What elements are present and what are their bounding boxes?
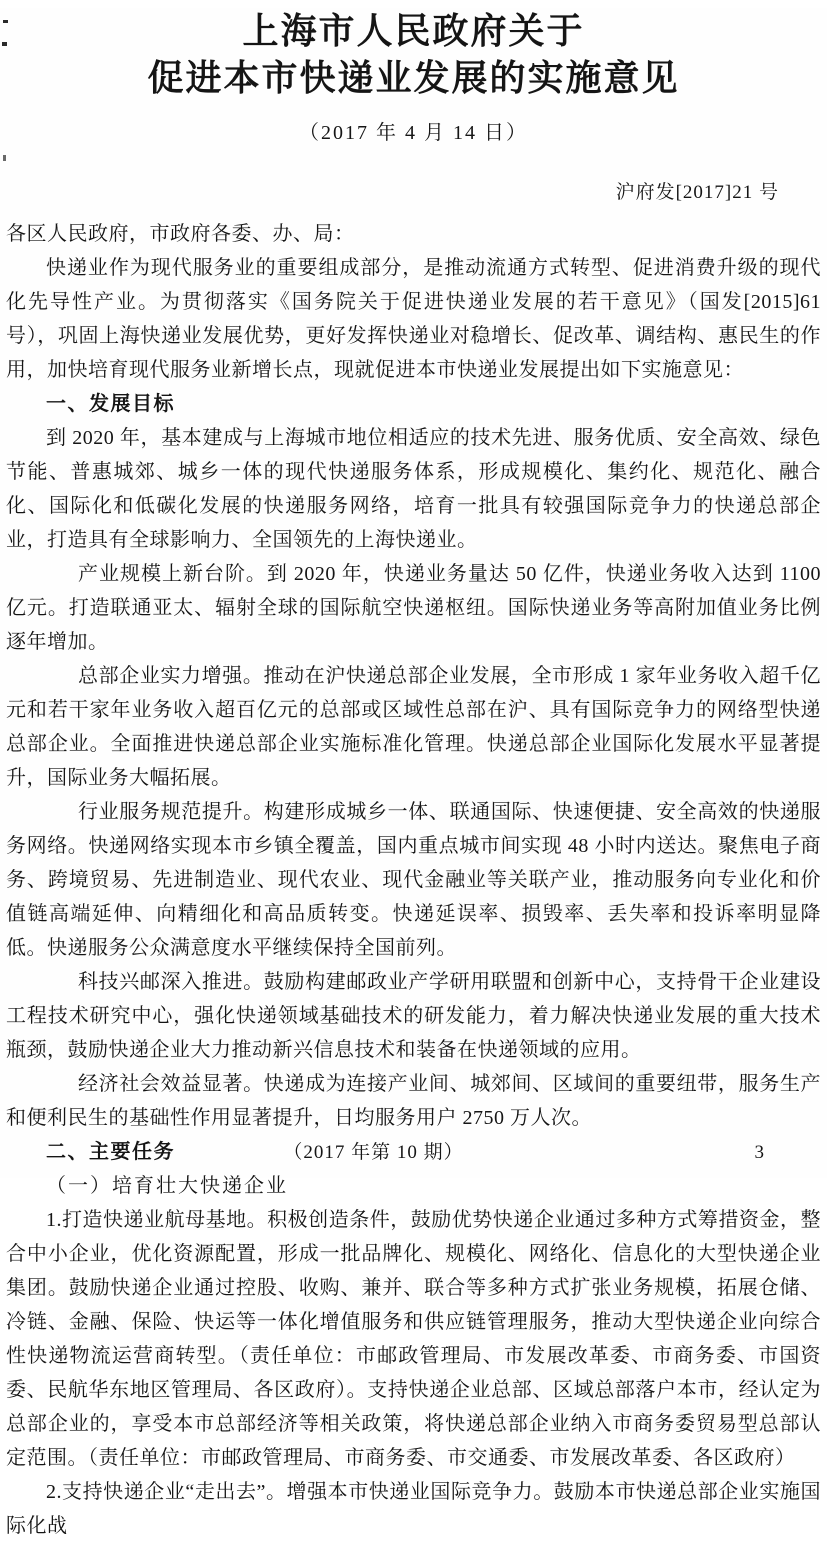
document-body — [0, 217, 827, 1543]
subheading-cultivate-enterprises: （一）培育壮大快递企业 — [46, 1175, 288, 1197]
page-footer — [0, 1137, 827, 1164]
salutation: 各区人民政府，市政府各委、办、局： — [6, 223, 355, 245]
scan-artifact — [3, 155, 6, 161]
paragraph-goal-overview: 到 2020 年，基本建成与上海城市地位相适应的技术先进、服务优质、安全高效、绿色节能、普惠城郊、城乡一体的现代快递服务体系，形成规模化、集约化、规范化、融合化、国际化和低碳化发展的快递服务网络，培育一批具有较强国际竞争力的快递总部企业，打造具有全球影响力、全国领先的上海快递业。 — [6, 427, 821, 551]
page-number: 3 — [754, 1142, 765, 1163]
document-date: （2017 年 4 月 14 日） — [299, 122, 528, 144]
document-page — [0, 8, 827, 1537]
heading-main-tasks: 二、主要任务 — [46, 1141, 175, 1163]
paragraph-industry-scale: 产业规模上新台阶。到 2020 年，快递业务量达 50 亿件，快递业务收入达到 1100 亿元。打造联通亚太、辐射全球的国际航空快递枢纽。国际快递业务等高附加值业务比例逐年增加。 — [6, 563, 821, 653]
paragraph-intro: 快递业作为现代服务业的重要组成部分，是推动流通方式转型、促进消费升级的现代化先导性产业。为贯彻落实《国务院关于促进快递业发展的若干意见》（国发[2015]61 号），巩固上海快递业发展优势，更好发挥快递业对稳增长、促改革、调结构、惠民生的作用，加快培育现代服务业新增长点，现就促进本市快递业发展提出如下实施意见： — [6, 257, 821, 381]
document-title — [0, 8, 827, 102]
title-line-1: 上海市人民政府关于 — [242, 11, 585, 51]
heading-development-goals: 一、发展目标 — [46, 393, 175, 415]
document-header — [0, 8, 827, 204]
paragraph-service-quality: 行业服务规范提升。构建形成城乡一体、联通国际、快速便捷、安全高效的快递服务网络。快递网络实现本市乡镇全覆盖，国内重点城市间实现 48 小时内送达。聚焦电子商务、跨境贸易、先进制造业、现代农业、现代金融业等关联产业，推动服务向专业化和价值链高端延伸、向精细化和高品质转变。快递延误率、损毁率、丢失率和投诉率明显降低。快递服务公众满意度水平继续保持全国前列。 — [6, 801, 821, 959]
title-line-2: 促进本市快递业发展的实施意见 — [147, 58, 680, 98]
journal-issue: （2017 年第 10 期） — [283, 1142, 464, 1163]
paragraph-technology: 科技兴邮深入推进。鼓励构建邮政业产学研用联盟和创新中心，支持骨干企业建设工程技术研究中心，强化快递领域基础技术的研发能力，着力解决快递业发展的重大技术瓶颈，鼓励快递企业大力推动新兴信息技术和装备在快递领域的应用。 — [6, 971, 821, 1061]
paragraph-task-2: 2.支持快递企业“走出去”。增强本市快递业国际竞争力。鼓励本市快递总部企业实施国际化战 — [6, 1481, 821, 1537]
scan-artifact — [2, 42, 7, 46]
paragraph-hq-strength: 总部企业实力增强。推动在沪快递总部企业发展，全市形成 1 家年业务收入超千亿元和若干家年业务收入超百亿元的总部或区域性总部在沪、具有国际竞争力的网络型快递总部企业。全面推进快递总部企业实施标准化管理。快递总部企业国际化发展水平显著提升，国际业务大幅拓展。 — [6, 665, 821, 789]
paragraph-task-1: 1.打造快递业航母基地。积极创造条件，鼓励优势快递企业通过多种方式筹措资金，整合中小企业，优化资源配置，形成一批品牌化、规模化、网络化、信息化的大型快递企业集团。鼓励快递企业通过控股、收购、兼并、联合等多种方式扩张业务规模，拓展仓储、冷链、金融、保险、快运等一体化增值服务和供应链管理服务，推动大型快递企业向综合性快递物流运营商转型。（责任单位：市邮政管理局、市发展改革委、市商务委、市国资委、民航华东地区管理局、各区政府）。支持快递企业总部、区域总部落户本市，经认定为总部企业的，享受本市总部经济等相关政策，将快递总部企业纳入市商务委贸易型总部认定范围。（责任单位：市邮政管理局、市商务委、市交通委、市发展改革委、各区政府） — [6, 1209, 821, 1469]
document-number: 沪府发[2017]21 号 — [615, 182, 779, 203]
paragraph-socioeconomic-benefit: 经济社会效益显著。快递成为连接产业间、城郊间、区域间的重要纽带，服务生产和便利民生的基础性作用显著提升，日均服务用户 2750 万人次。 — [6, 1073, 821, 1129]
scan-artifact — [3, 20, 8, 23]
